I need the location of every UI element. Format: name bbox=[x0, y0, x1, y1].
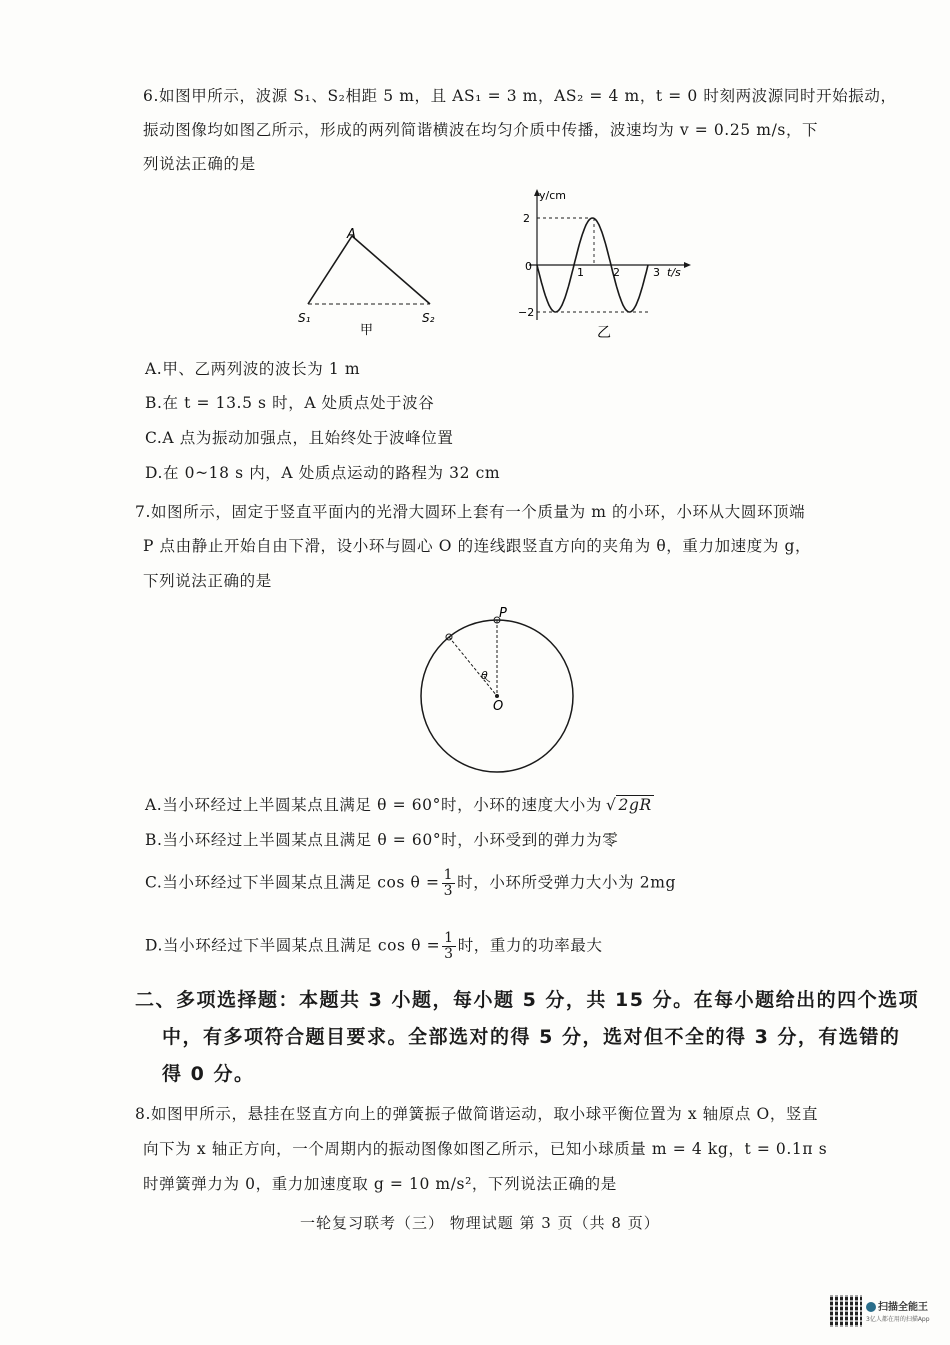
section2-line-2: 中，有多项符合题目要求。全部选对的得 5 分，选对但不全的得 3 分，有选错的 bbox=[162, 1026, 901, 1048]
scanner-logo-sub: 3亿人都在用的扫描App bbox=[866, 1316, 930, 1323]
tick-origin: 0 bbox=[525, 260, 532, 273]
q8-stem-line-1: 8.如图甲所示，悬挂在竖直方向上的弹簧振子做简谐运动，取小球平衡位置为 x 轴原点 O，竖直 bbox=[135, 1105, 819, 1123]
caption-yi: 乙 bbox=[597, 325, 611, 341]
fraction-one-third: $\frac{1}{3}$ bbox=[444, 930, 454, 962]
q7-stem-line-2: P 点由静止开始自由下滑，设小环与圆心 O 的连线跟竖直方向的夹角为 θ，重力加速度为 g， bbox=[143, 537, 812, 555]
q8-stem-line-3: 时弹簧弹力为 0，重力加速度取 g = 10 m/s²，下列说法正确的是 bbox=[143, 1175, 617, 1193]
x-axis-label: t/s bbox=[667, 266, 681, 279]
tick-y-pos: 2 bbox=[523, 212, 530, 225]
sqrt-2gR: 2gR bbox=[618, 796, 652, 814]
q7-option-c: C.当小环经过下半圆某点且满足 cos θ = $\frac{1}{3}$ 时，小环所受弹力大小为 2mg bbox=[145, 867, 677, 899]
tick-2: 2 bbox=[613, 266, 620, 279]
q7-figure-circle bbox=[410, 600, 590, 780]
q6-option-a: A.甲、乙两列波的波长为 1 m bbox=[145, 360, 361, 378]
tick-1: 1 bbox=[577, 266, 584, 279]
q8-stem-line-2: 向下为 x 轴正方向，一个周期内的振动图像如图乙所示，已知小球质量 m = 4 kg，t = 0.1π s bbox=[143, 1140, 828, 1158]
q7-option-a: A.当小环经过上半圆某点且满足 θ = 60°时，小环的速度大小为 √ 2gR bbox=[145, 796, 652, 814]
tick-3: 3 bbox=[653, 266, 660, 279]
q6-option-c: C.A 点为振动加强点，且始终处于波峰位置 bbox=[145, 429, 454, 447]
q7-stem-line-3: 下列说法正确的是 bbox=[143, 572, 272, 590]
q7-option-b: B.当小环经过上半圆某点且满足 θ = 60°时，小环受到的弹力为零 bbox=[145, 831, 619, 849]
caption-jia: 甲 bbox=[360, 323, 374, 338]
label-A: A bbox=[347, 227, 356, 242]
q6-figure-jia bbox=[290, 220, 450, 345]
q6-option-b: B.在 t = 13.5 s 时，A 处质点处于波谷 bbox=[145, 394, 435, 412]
q7-option-d: D.当小环经过下半圆某点且满足 cos θ = $\frac{1}{3}$ 时，重力的功率最大 bbox=[145, 930, 603, 962]
section2-line-3: 得 0 分。 bbox=[162, 1063, 255, 1085]
y-axis-label: y/cm bbox=[539, 189, 566, 202]
page-footer: 一轮复习联考（三） 物理试题 第 3 页（共 8 页） bbox=[300, 1214, 660, 1232]
label-S1: S₁ bbox=[298, 311, 311, 325]
fraction-one-third: $\frac{1}{3}$ bbox=[443, 867, 454, 899]
label-P: P bbox=[499, 606, 507, 621]
q6-option-d: D.在 0~18 s 内，A 处质点运动的路程为 32 cm bbox=[145, 464, 501, 482]
q7-stem-line-1: 7.如图所示，固定于竖直平面内的光滑大圆环上套有一个质量为 m 的小环，小环从大圆环顶端 bbox=[135, 503, 806, 521]
scanner-logo: 扫描全能王 bbox=[866, 1298, 928, 1313]
q6-stem-line-3: 列说法正确的是 bbox=[143, 155, 256, 173]
label-S2: S₂ bbox=[422, 311, 435, 325]
q6-figure-yi bbox=[515, 185, 695, 345]
scanner-logo-icon bbox=[866, 1302, 876, 1312]
q6-stem-line-2: 振动图像均如图乙所示，形成的两列简谐横波在均匀介质中传播，波速均为 v = 0.25 m/s，下 bbox=[143, 121, 819, 139]
label-theta: θ bbox=[481, 669, 488, 682]
q6-stem-line-1: 6.如图甲所示，波源 S₁、S₂相距 5 m，且 AS₁ = 3 m，AS₂ = 4 m，t = 0 时刻两波源同时开始振动， bbox=[143, 87, 897, 105]
section2-line-1: 二、多项选择题：本题共 3 小题，每小题 5 分，共 15 分。在每小题给出的四个选项 bbox=[135, 989, 920, 1011]
label-O: O bbox=[493, 699, 504, 714]
tick-y-neg: −2 bbox=[518, 306, 535, 319]
